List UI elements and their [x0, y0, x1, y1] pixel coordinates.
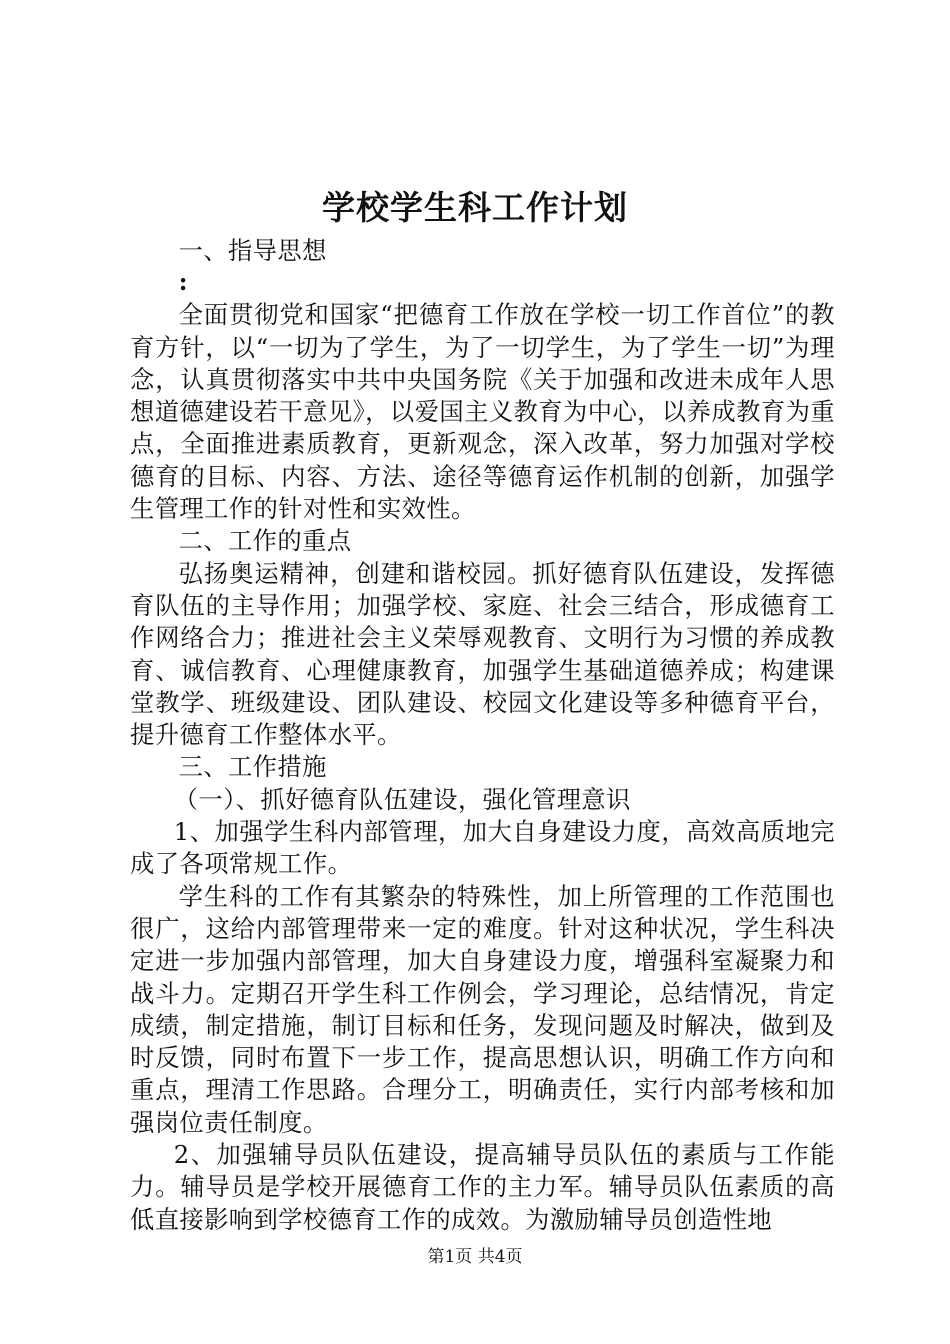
section-heading-guiding-ideology: 一、指导思想	[178, 236, 327, 265]
section-heading-work-measures: 三、工作措施	[178, 752, 327, 782]
document-body	[130, 235, 835, 1236]
paragraph-guiding-ideology: 全面贯彻党和国家“把德育工作放在学校一切工作首位”的教育方针，以“一切为了学生，为了一切学生，为了学生一切”为理念，认真贯彻落实中共中央国务院《关于加强和改进未成年人思想道德建设若干意见》，以爱国主义教育为中心，以养成教育为重点，全面推进素质教育，更新观念，深入改革，努力加强对学校德育的目标、内容、方法、途径等德育运作机制的创新，加强学生管理工作的针对性和实效性。	[130, 300, 835, 524]
section-heading-work-focus: 二、工作的重点	[178, 526, 352, 556]
stray-colon: :	[178, 267, 188, 297]
paragraph-internal-management: 学生科的工作有其繁杂的特殊性，加上所管理的工作范围也很广，这给内部管理带来一定的难度。针对这种状况，学生科决定进一步加强内部管理，加大自身建设力度，增强科室凝聚力和战斗力。定期召开学生科工作例会，学习理论，总结情况，肯定成绩，制定措施，制订目标和任务，发现问题及时解决，做到及时反馈，同时布置下一步工作，提高思想认识，明确工作方向和重点，理清工作思路。合理分工，明确责任，实行内部考核和加强岗位责任制度。	[130, 881, 835, 1137]
page-footer: 第1页 共4页	[427, 1247, 523, 1267]
document-title: 学校学生科工作计划	[322, 188, 628, 227]
subsection-heading-moral-team: （一）、抓好德育队伍建设，强化管理意识	[173, 784, 631, 814]
item-1-internal-management: 1、加强学生科内部管理，加大自身建设力度，高效高质地完成了各项常规工作。	[130, 817, 835, 879]
item-2-counselor-team: 2、加强辅导员队伍建设，提高辅导员队伍的素质与工作能力。辅导员是学校开展德育工作的主力军。辅导员队伍素质的高低直接影响到学校德育工作的成效。为激励辅导员创造性地	[130, 1140, 835, 1234]
paragraph-work-focus: 弘扬奥运精神，创建和谐校园。抓好德育队伍建设，发挥德育队伍的主导作用；加强学校、家庭、社会三结合，形成德育工作网络合力；推进社会主义荣辱观教育、文明行为习惯的养成教育、诚信教育、心理健康教育，加强学生基础道德养成；构建课堂教学、班级建设、团队建设、校园文化建设等多种德育平台，提升德育工作整体水平。	[130, 558, 835, 750]
